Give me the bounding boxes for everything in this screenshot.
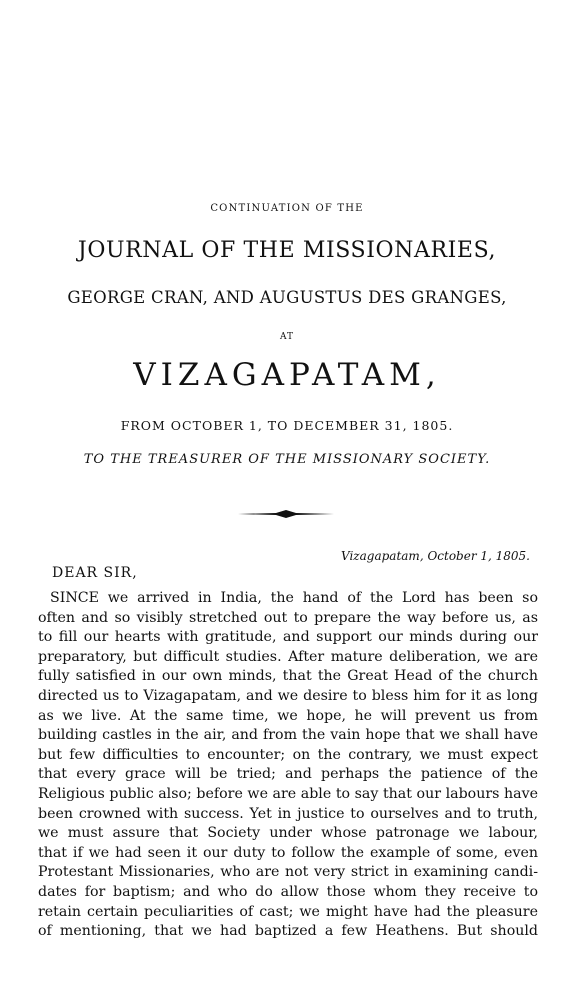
letter-salutation: DEAR SIR, [52, 565, 138, 581]
body-line: of mentioning, that we had baptized a few Heathens. But should [38, 923, 538, 940]
body-line: that every grace will be tried; and perhaps the patience of the [38, 766, 538, 783]
letter-dateline: Vizagapatam, October 1, 1805. [341, 549, 530, 563]
place-title: VIZAGAPATAM, [133, 357, 441, 393]
divider-ornament [236, 508, 336, 520]
body-line: SINCE we arrived in India, the hand of the Lord has been so [50, 590, 538, 606]
body-line: we must assure that Society under whose patronage we labour, [38, 825, 538, 842]
at-label: AT [279, 332, 294, 342]
addressee-line: TO THE TREASURER OF THE MISSIONARY SOCIETY. [83, 452, 491, 467]
body-line: been crowned with success. Yet in justice to ourselves and to truth, [38, 805, 538, 822]
journal-title: JOURNAL OF THE MISSIONARIES, [77, 238, 497, 263]
body-line: to fill our hearts with gratitude, and support our minds during our [38, 629, 538, 646]
body-line: directed us to Vizagapatam, and we desire to bless him for it as long [38, 687, 538, 704]
missionary-names: GEORGE CRAN, AND AUGUSTUS DES GRANGES, [67, 288, 507, 307]
body-line: Religious public also; before we are able to say that our labours have [38, 785, 538, 802]
body-line: fully satisfied in our own minds, that the Great Head of the church [38, 668, 538, 685]
date-range: FROM OCTOBER 1, TO DECEMBER 31, 1805. [120, 418, 454, 433]
body-line: dates for baptism; and who do allow those whom they receive to [38, 883, 538, 900]
letter-body [38, 589, 538, 942]
body-line: often and so visibly stretched out to prepare the way before us, as [38, 609, 538, 626]
body-line: that if we had seen it our duty to follow the example of some, even [38, 844, 538, 861]
body-line: building castles in the air, and from the vain hope that we shall have [38, 727, 538, 744]
body-line: preparatory, but difficult studies. After mature deliberation, we are [38, 648, 538, 665]
body-line: Protestant Missionaries, who are not very strict in examining candi- [38, 864, 538, 881]
body-line: retain certain peculiarities of cast; we might have had the pleasure [38, 903, 538, 920]
body-line: but few difficulties to encounter; on the contrary, we must expect [38, 746, 538, 763]
continuation-heading: CONTINUATION OF THE [210, 203, 364, 214]
body-line: as we live. At the same time, we hope, he will prevent us from [38, 707, 538, 724]
